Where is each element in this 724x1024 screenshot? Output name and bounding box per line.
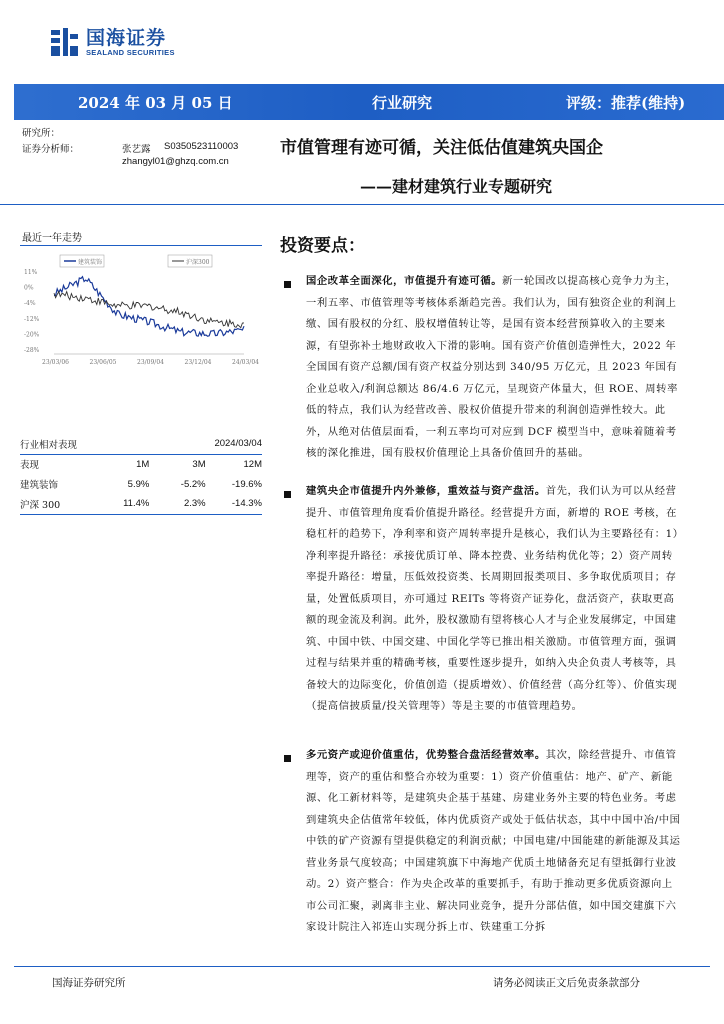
perf-header: 1M — [136, 458, 150, 470]
analyst-cert: S0350523110003 — [164, 141, 239, 152]
perf-cell: 11.4% — [123, 498, 150, 510]
point-3 — [306, 745, 682, 939]
point-1-lead: 国企改革全面深化，市值提升有迹可循。 — [306, 275, 503, 287]
perf-cell: -5.2% — [180, 478, 206, 490]
x-tick-label: 23/09/04 — [137, 359, 164, 366]
researcher-label: 研究所： — [22, 128, 61, 139]
y-tick-label: -4% — [24, 300, 36, 308]
performance-table — [20, 434, 262, 515]
report-subtitle: ——建材建筑行业专题研究 — [360, 177, 553, 196]
perf-cell: -14.3% — [231, 498, 262, 510]
legend-label-1: 沪深300 — [186, 259, 210, 266]
bullet-icon — [284, 755, 291, 762]
x-tick-label: 23/03/06 — [42, 359, 69, 366]
y-tick-label: 11% — [24, 269, 38, 276]
title-divider — [0, 204, 724, 205]
footer-right: 请务必阅读正文后免责条款部分 — [493, 977, 640, 989]
point-2-lead: 建筑央企市值提升内外兼修，重效益与资产盘活。 — [306, 485, 546, 497]
perf-header: 3M — [192, 458, 206, 470]
analyst-label: 证券分析师： — [22, 144, 80, 155]
perf-date: 2024/03/04 — [214, 438, 262, 450]
y-tick-label: 0% — [24, 284, 34, 292]
perf-row-label: 沪深 300 — [20, 499, 61, 511]
series-line-0 — [54, 277, 244, 337]
logo-en: SEALAND SECURITIES — [86, 47, 175, 57]
x-tick-label: 23/12/04 — [184, 359, 212, 366]
bullet-icon — [284, 281, 291, 288]
report-date: 2024 年 03 月 05 日 — [78, 94, 233, 112]
footer-left: 国海证券研究所 — [52, 977, 126, 989]
logo-cn: 国海证券 — [86, 26, 167, 49]
logo-mark-icon — [50, 26, 80, 58]
point-2-text: 首先，我们认为可以从经营提升、市值管理角度看价值提升路径。经营提升方面，新增的 ROE 考核，在稳杠杆的趋势下，净利率和资产周转率提升是核心，我们认为主要路径有：1）净利率提升路径：承接优质订单、降本控费、业务结构优化等；2）资产周转率提升路径：增量，压低效投资类、长周期回报类项目、多争取优质项目；存量，处置低质项目，亦可通过 REITs 等将资产证券化，盘活资产，获取更高额的现金流及利润。此外，股权激励有望将核心人才与企业发展绑定，中国建筑、中国中铁、中国交建、中国化学等已推出相关激励。市值管理方面，强调过程与结果并重的精确考核，重要性逐步提升，如纳入央企负责人考核等，具备较大的边际变化，价值创造（提质增效）、价值经营（高分红等）、价值实现（提高信披质量/投关管理等）等是主要的市值管理趋势。 — [306, 485, 679, 712]
analyst-email[interactable]: zhangyl01@ghzq.com.cn — [122, 156, 229, 167]
perf-header: 12M — [243, 458, 262, 470]
perf-title: 行业相对表现 — [20, 439, 78, 451]
x-tick-label: 23/06/05 — [89, 359, 117, 366]
bullet-icon — [284, 491, 291, 498]
point-1-text: 新一轮国改以提高核心竞争力为主，一利五率、市值管理等考核体系渐趋完善。我们认为，国有独资企业的利润上缴、国有股权的分红、股权增值转让等，是国有资本经营预算收入的主要来源，有望弥补土地财政收入下滑的影响。国有资产价值创造弹性大，2022 年全国国有资产总额/国有资产权益分别达到 340/95 万亿元，且 2023 年国有企业总收入/利润总额达 86/4.6 万亿元，呈现资产体量大，但 ROE、周转率低的特点，我们认为经营改善、股权价值提升带来的利润创造弹性较大。此外，从绝对估值层面看，一利五率均可对应到 DCF 模型当中，意味着随着考核的深化推进，国有股权价值理论上具备价值回升的基础。 — [306, 275, 678, 459]
report-type: 行业研究 — [372, 94, 433, 112]
footer-divider — [14, 966, 710, 967]
perf-cell: 5.9% — [127, 478, 150, 490]
perf-cell: 2.3% — [183, 498, 206, 510]
trend-chart — [20, 250, 262, 370]
header-banner — [0, 84, 724, 120]
trend-label: 最近一年走势 — [22, 233, 82, 244]
point-1 — [306, 271, 682, 465]
rating: 评级：推荐(维持) — [566, 94, 686, 112]
point-2 — [306, 481, 682, 718]
perf-row-label: 建筑装饰 — [20, 480, 59, 491]
report-title: 市值管理有迹可循，关注低估值建筑央国企 — [280, 138, 603, 158]
y-tick-label: -28% — [24, 347, 40, 354]
perf-header: 表现 — [20, 460, 40, 472]
company-logo — [50, 26, 175, 58]
x-tick-label: 24/03/04 — [232, 359, 259, 366]
perf-cell: -19.6% — [231, 478, 262, 490]
y-tick-label: -20% — [24, 331, 40, 339]
y-tick-label: -12% — [24, 315, 40, 323]
point-3-lead: 多元资产或迎价值重估，优势整合盘活经营效率。 — [306, 749, 546, 761]
legend-label-0: 建筑装饰 — [78, 259, 103, 266]
point-3-text: 其次，除经营提升、市值管理等，资产的重估和整合亦较为重要：1）资产价值重估：地产、矿产、新能源、化工新材料等，是建筑央企基于基建、房建业务外主要的特色业务。考虑到建筑央企估值常年较低，体内优质资产或处于低估状态，其中中国中冶/中国中铁的矿产资源有望提供稳定的利润贡献；中国电建/中国能建的新能源及其运营业务景气度较高；中国建筑旗下中海地产优质土地储备充足有望抵御行业波动。2）资产整合：作为央企改革的重要抓手，有助于推动更多优质资源向上市公司汇聚，剥离非主业、解决同业竞争，提升分部估值，如中国交建旗下六家设计院注入祁连山实现分拆上市、铁建重工分拆 — [306, 749, 681, 933]
analyst-name: 张艺露 — [122, 144, 151, 155]
section-title: 投资要点： — [280, 236, 365, 256]
